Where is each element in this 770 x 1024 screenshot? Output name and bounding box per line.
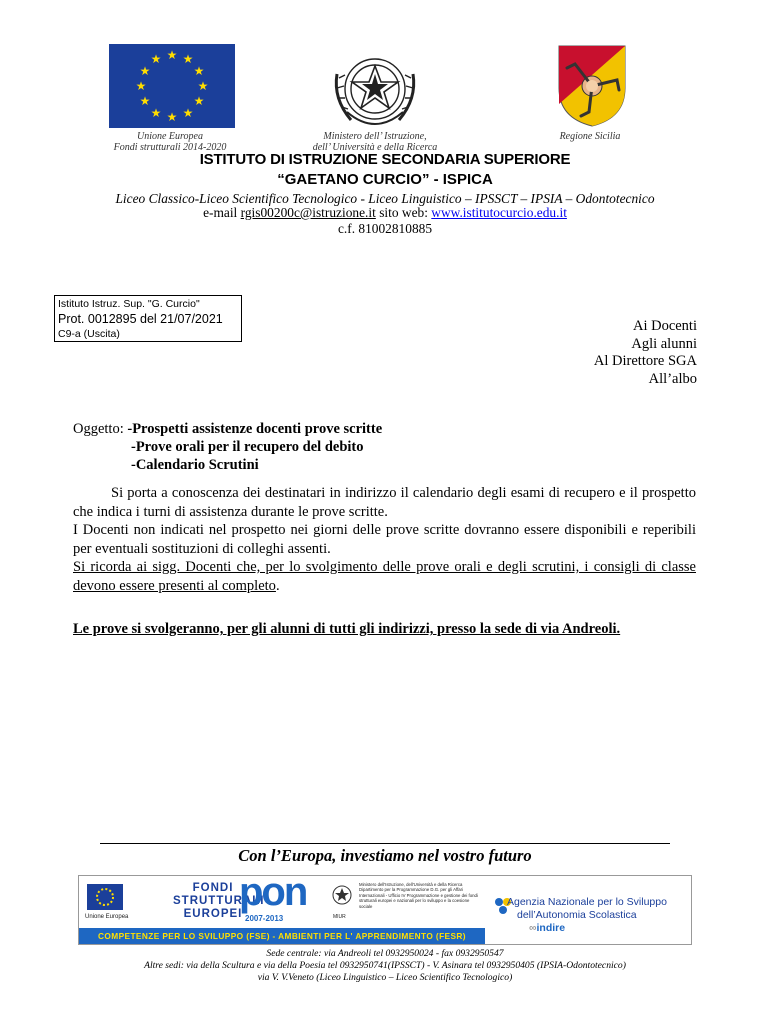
banner-miur-emblem [331,884,353,908]
contact-line [0,205,770,221]
eu-caption-line1: Unione Europea [136,131,203,142]
subject-item-3: -Calendario Scrutini [131,457,259,473]
svg-text:★: ★ [182,106,194,120]
website-link[interactable]: www.istitutocurcio.edu.it [431,205,567,220]
agency-line1: Agenzia Nazionale per lo Sviluppo [507,896,667,908]
body-paragraph-3-end: . [275,577,280,594]
school-courses: Liceo Classico-Liceo Scientifico Tecnologico - Liceo Linguistico – IPSSCT – IPSIA – Odontotecnico [115,191,655,206]
region-caption: Regione Sicilia [559,131,621,142]
subject-line-2 [73,438,693,456]
ministry-caption-line2: dell’ Università e della Ricerca [312,142,438,153]
banner-pon-years: 2007-2013 [245,914,284,923]
website-label: sito web: [379,205,428,220]
svg-text:★: ★ [166,48,178,62]
footer-sede: Sede centrale: via Andreoli tel 0932950024 - fax 0932950547 [266,948,504,959]
footer-altre-sedi: Altre sedi: via della Scultura e via della Poesia tel 0932950741(IPSSCT) - V. Asinara tel 0932950405 (IPSIA-Odontotecnico) [144,960,626,971]
ministry-caption [290,131,460,153]
banner-pon-logo: pon [239,875,307,914]
body-paragraph-3-text: Si ricorda ai sigg. Docenti che, per lo svolgimento delle prove orali e degli scrutini, i consigli di classe devono essere presenti al completo [73,559,696,594]
fiscal-code: c.f. 81002810885 [337,221,433,236]
footer-divider [100,843,670,844]
agency-line2: dell’Autonomia Scolastica [517,909,637,921]
subject-block [73,420,693,474]
stamp-line2: Prot. 0012895 del 21/07/2021 [58,312,223,326]
svg-text:★: ★ [135,79,147,93]
sicily-region-emblem [557,44,627,128]
banner-fondi-1: FONDI [192,882,234,894]
svg-text:★: ★ [139,94,151,108]
body-paragraph-3 [73,558,696,595]
pon-banner [78,875,692,945]
subject-item-1: -Prospetti assistenze docenti prove scritte [127,421,383,437]
banner-agency [487,876,692,944]
eu-flag [109,44,235,128]
svg-text:★: ★ [150,106,162,120]
letter-body [73,484,696,595]
recipients [594,318,697,388]
location-notice: Le prove si svolgeranno, per gli alunni di tutti gli indirizzi, presso la sede di via Andreoli. [73,621,621,637]
svg-text:★: ★ [182,52,194,66]
protocol-stamp [54,295,242,342]
school-title: ISTITUTO DI ISTRUZIONE SECONDARIA SUPERIORE [199,151,571,168]
subject-line-3 [73,456,693,474]
italian-republic-emblem [325,44,425,134]
svg-text:★: ★ [166,110,178,124]
banner-miur-label: MIUR [333,914,346,920]
svg-text:★: ★ [193,94,205,108]
stamp-line1: Istituto Istruz. Sup. "G. Curcio" [58,298,200,310]
eu-caption-line2: Fondi strutturali 2014-2020 [113,142,227,153]
body-paragraph-2: I Docenti non indicati nel prospetto nei giorni delle prove scritte dovranno essere disponibili e reperibili per eventuali sostituzioni di colleghi assenti. [73,522,696,557]
indire-text: indire [536,922,566,934]
indire-logo [529,922,565,934]
subject-label: Oggetto: [73,421,124,437]
eu-caption [95,131,245,153]
email-link[interactable]: rgis00200c@istruzione.it [240,205,376,220]
banner-ministry-text: Ministero dell'Istruzione, dell'Università e della Ricerca Dipartimento per la Programmazione D.G. per gli Affari Internazionali - Ufficio IV Programmazione e gestione dei fondi strutturali europei e nazionali per lo sviluppo e la coesione sociale [359,882,478,909]
svg-text:★: ★ [139,64,151,78]
svg-text:★: ★ [193,64,205,78]
email-label: e-mail [203,205,238,220]
subject-line-1 [73,420,693,438]
recipient-alunni: Agli alunni [631,335,697,352]
banner-fondi-3: EUROPEI [183,908,243,920]
school-name: “GAETANO CURCIO” - ISPICA [277,171,493,188]
indire-mark: ∞ [529,922,537,934]
stamp-line3: C9-a (Uscita) [58,328,120,340]
svg-text:★: ★ [150,52,162,66]
banner-fondi-2: STRUTTURALI [173,895,265,907]
footer-slogan: Con l’Europa, investiamo nel vostro futuro [238,846,532,865]
subject-item-2: -Prove orali per il recupero del debito [131,439,364,455]
recipient-dsga: Al Direttore SGA [593,353,697,369]
body-paragraph-1: Si porta a conoscenza dei destinatari in indirizzo il calendario degli esami di recupero e il prospetto che indica i turni di assistenza durante le prove scritte. [73,485,696,520]
ministry-caption-line1: Ministero dell’ Istruzione, [323,131,427,142]
banner-strip: COMPETENZE PER LO SVILUPPO (FSE) - AMBIENTI PER L' APPRENDIMENTO (FESR) [79,928,485,944]
banner-eu-flag [87,884,123,910]
recipient-docenti: Ai Docenti [632,318,697,334]
banner-eu-block [79,876,483,930]
footer-altre-sedi-2: via V. V.Veneto (Liceo Linguistico – Liceo Scientifico Tecnologico) [257,972,513,983]
svg-text:★: ★ [197,79,209,93]
recipient-albo: All’albo [648,370,697,387]
banner-eu-label: Unione Europea [85,914,129,920]
